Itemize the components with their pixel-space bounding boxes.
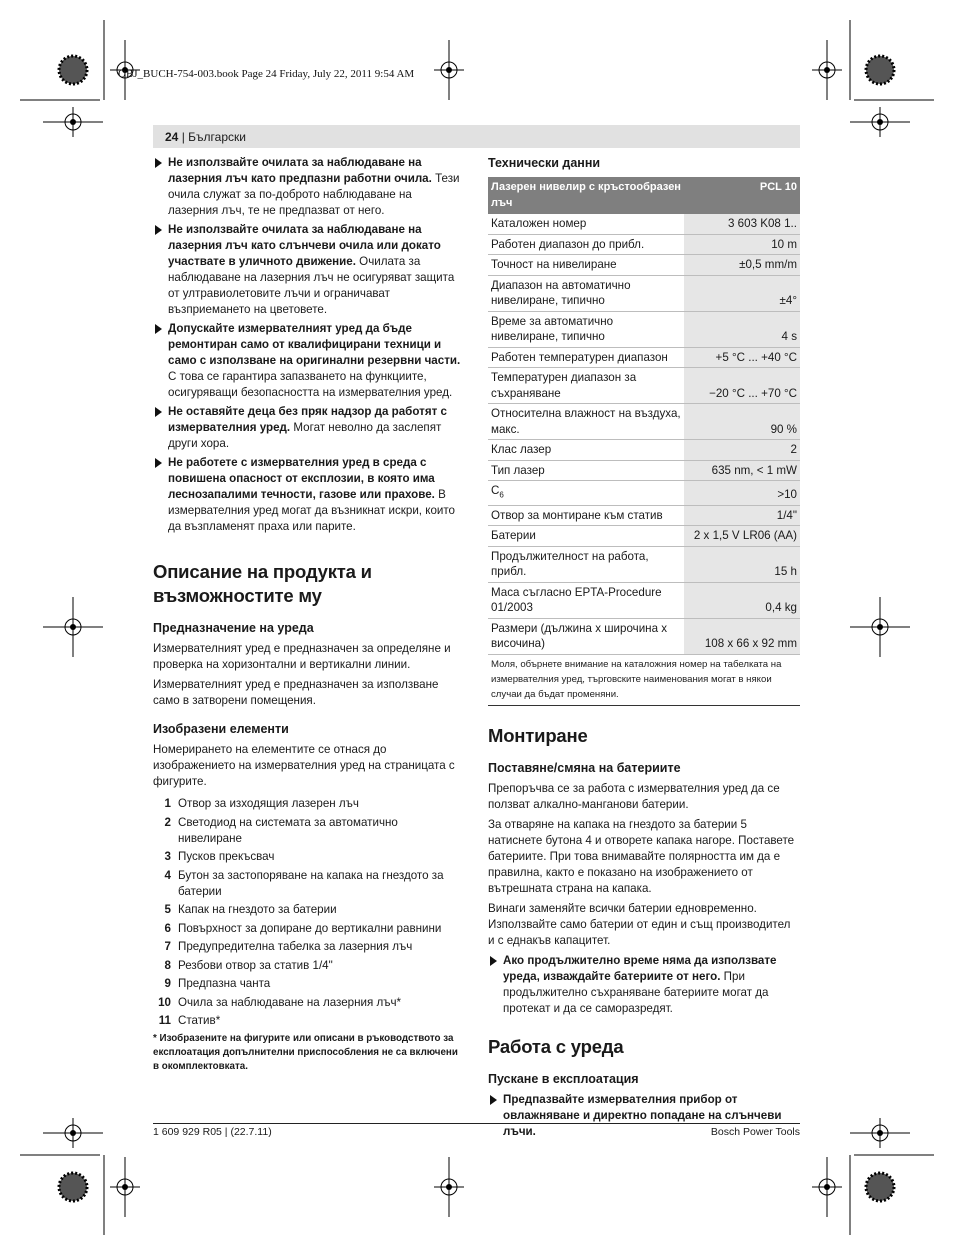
item-number: 4 [164,868,171,882]
list-item [153,939,465,955]
list-item [153,796,465,812]
spec-label: Относителна влажност на въздуха, макс. [488,404,684,440]
bullet-arrow-icon [155,158,162,168]
item-number: 1 [164,797,171,810]
spec-value: 2 x 1,5 V LR06 (AA) [684,526,800,547]
subheading-components: Изобразени елементи [153,722,289,736]
spec-value: 2 [684,440,800,461]
spec-label: Каталожен номер [488,214,684,234]
table-header-row [488,177,800,214]
item-number: 3 [164,850,171,863]
spec-value: 635 nm, < 1 mW [684,460,800,481]
left-column [153,155,465,1074]
footer-rule [153,1123,800,1124]
spec-value: 3 603 K08 1.. [684,214,800,234]
table-row [488,368,800,404]
spec-value: >10 [684,481,800,506]
intended-use-paragraph-1: Измервателният уред е предназначен за определяне и проверка на хоризонтални и вертикални линии. [153,642,451,671]
table-row [488,214,800,234]
list-item [153,958,465,974]
table-row [488,311,800,347]
header-separator: | [178,130,189,144]
page-number: 24 [165,130,179,144]
item-text: Резбови отвор за статив 1/4" [178,958,333,972]
spec-value: 0,4 kg [684,582,800,618]
safety-bullet: Не използвайте очилата за наблюдаване на лазерния лъч като предпазни работни очила. Тези очила служат за по-доброто наблюдаване на лазерния лъч, те не предпазват от него. [153,155,465,219]
spec-label: Диапазон на автоматично нивелиране, типично [488,275,684,311]
footer-brand: Bosch Power Tools [710,1126,800,1138]
spec-value: 108 x 66 x 92 mm [684,618,800,654]
table-row [488,275,800,311]
spec-label: Точност на нивелиране [488,255,684,276]
table-row [488,505,800,526]
technical-data-table [488,177,800,655]
item-number: 10 [158,995,171,1009]
list-item [153,815,465,847]
item-text: Светодиод на системата за автоматично нивелиране [178,815,398,845]
table-row [488,618,800,654]
right-column [488,155,800,1143]
item-text: Очила за наблюдаване на лазерния лъч* [178,995,402,1009]
spec-label: Клас лазер [488,440,684,461]
spec-value: ±0,5 mm/m [684,255,800,276]
bullet-arrow-icon [155,225,162,235]
spec-label: Време за автоматично нивелиране, типично [488,311,684,347]
spec-value: ±4° [684,275,800,311]
spec-value: 1/4" [684,505,800,526]
list-item [153,1013,465,1029]
table-row [488,526,800,547]
intended-use-paragraph-2: Измервателният уред е предназначен за използване само в затворени помещения. [153,678,439,707]
list-item [153,921,465,937]
startup-warning-bullet: Предпазвайте измервателния прибор от овлажняване и директно попадане на слънчеви лъчи. [488,1092,800,1140]
item-text: Капак на гнездото за батерии [178,903,337,916]
bullet-arrow-icon [155,324,162,334]
footer-doc-number: 1 609 929 R05 | (22.7.11) [153,1126,272,1138]
table-row [488,404,800,440]
batteries-paragraph-1: Препоръчва се за работа с измервателния уред да се ползват алкално-манганови батерии. [488,781,780,811]
safety-bullets [153,155,465,535]
table-row [488,255,800,276]
section-title-operation: Работа с уреда [488,1035,624,1057]
spec-label: Работен диапазон до прибл. [488,234,684,255]
item-text: Пусков прекъсвач [178,850,275,863]
spec-label: $C_6$ [488,481,684,506]
table-note: Моля, обърнете внимание на каталожния номер на табелката на измервателния уред, търговските наименования могат в някои случаи да бъдат променяни. [488,655,800,706]
spec-label: Размери (дължина x широчина x височина) [488,618,684,654]
spec-label: Отвор за монтиране към статив [488,505,684,526]
spec-value: 90 % [684,404,800,440]
item-text: Бутон за застопоряване на капака на гнездото за батерии [178,868,444,898]
table-row [488,234,800,255]
components-list [153,796,465,1029]
safety-bullet: Не оставяйте деца без пряк надзор да работят с измервателния уред. Могат неволно да заслепят други хора. [153,404,465,452]
safety-bullet: Не работете с измервателния уред в среда с повишена опасност от експлозии, в която има леснозапалими течности, газове или прахове. В измервателния уред могат да възникнат искри, които да възпламенят праха или парите. [153,455,465,535]
bullet-arrow-icon [490,1095,497,1105]
safety-bullet: Не използвайте очилата за наблюдаване на лазерния лъч като слънчеви очила или докато участвате в уличното движение. Очилата за наблюдаване на лазерния лъч не осигуряват защита от ултравиолетовите лъчи и ограничават възприемането на цветовете. [153,222,465,318]
item-text: Предпазна чанта [178,977,271,990]
item-text: Статив* [178,1014,221,1027]
components-intro: Номерирането на елементите се отнася до изображението на измервателния уред на страницата с фигурите. [153,743,455,788]
list-item [153,902,465,918]
spec-label: Продължителност на работа, прибл. [488,546,684,582]
list-item [153,868,465,900]
table-row [488,546,800,582]
list-item [153,995,465,1011]
subheading-technical-data: Технически данни [488,156,601,170]
page-header-bar [153,125,800,148]
spec-value: +5 °C ... +40 °C [684,347,800,368]
spec-label: Батерии [488,526,684,547]
item-number: 2 [164,815,171,829]
spec-label: Работен температурен диапазон [488,347,684,368]
subheading-intended-use: Предназначение на уреда [153,621,314,635]
subheading-startup: Пускане в експлоатация [488,1071,639,1086]
page-header [165,130,246,144]
spec-value: 4 s [684,311,800,347]
safety-bullet: Допускайте измервателният уред да бъде ремонтиран само от квалифицирани техници и само с използване на оригинални резервни части. С това се гарантира запазването на функциите, осигуряващи безопасността на измервателния уред. [153,321,465,401]
table-row [488,440,800,461]
item-number: 7 [164,940,171,953]
header-language: Български [188,130,246,144]
spec-label: Маса съгласно EPTA-Procedure 01/2003 [488,582,684,618]
item-text: Отвор за изходящия лазерен лъч [178,797,359,810]
batteries-paragraph-3: Винаги заменяйте всички батерии едновременно. Използвайте само батерии от един и същ производител и с еднакъв капацитет. [488,901,791,947]
print-slug: OBJ_BUCH-754-003.book Page 24 Friday, July 22, 2011 9:54 AM [118,68,415,80]
table-header-model: PCL 10 [684,177,800,214]
item-text: Предупредителна табелка за лазерния лъч [178,940,413,953]
section-title-mounting: Монтиране [488,724,588,746]
batteries-paragraph-2: За отваряне на капака на гнездото за батерии 5 натиснете бутона 4 и отворете капака нагоре. Поставете батериите. При това внимавайте полярността им да е правилна, както е показано на изображението от вътрешната страна на капака. [488,817,795,895]
list-item [153,849,465,865]
spec-value: −20 °C ... +70 °C [684,368,800,404]
table-row [488,347,800,368]
subheading-batteries: Поставяне/смяна на батериите [488,760,681,775]
spec-value: 10 m [684,234,800,255]
table-row [488,481,800,506]
bullet-arrow-icon [490,956,497,966]
list-item [153,976,465,992]
spec-value: 15 h [684,546,800,582]
spec-label: Температурен диапазон за съхраняване [488,368,684,404]
section-title-description: Описание на продукта и възможностите му [153,561,372,606]
batteries-warning-bullet: Ако продължително време няма да използвате уреда, изваждайте батериите от него. При продължително съхраняване батериите могат да протекат и да се саморазредят. [488,953,800,1017]
table-header-label: Лазерен нивелир с кръстообразен лъч [488,177,684,214]
bullet-arrow-icon [155,458,162,468]
table-row [488,582,800,618]
item-number: 6 [164,921,171,935]
item-number: 9 [164,977,171,990]
item-number: 11 [158,1014,171,1027]
item-number: 5 [164,903,171,916]
item-text: Повърхност за допиране до вертикални равнини [178,921,442,935]
table-row [488,460,800,481]
bullet-arrow-icon [155,407,162,417]
spec-label: Тип лазер [488,460,684,481]
components-footnote: * Изобразените на фигурите или описани в ръководството за експлоатация допълнителни приспособления не са включени в окомплектовката. [153,1033,458,1072]
item-number: 8 [164,958,171,972]
